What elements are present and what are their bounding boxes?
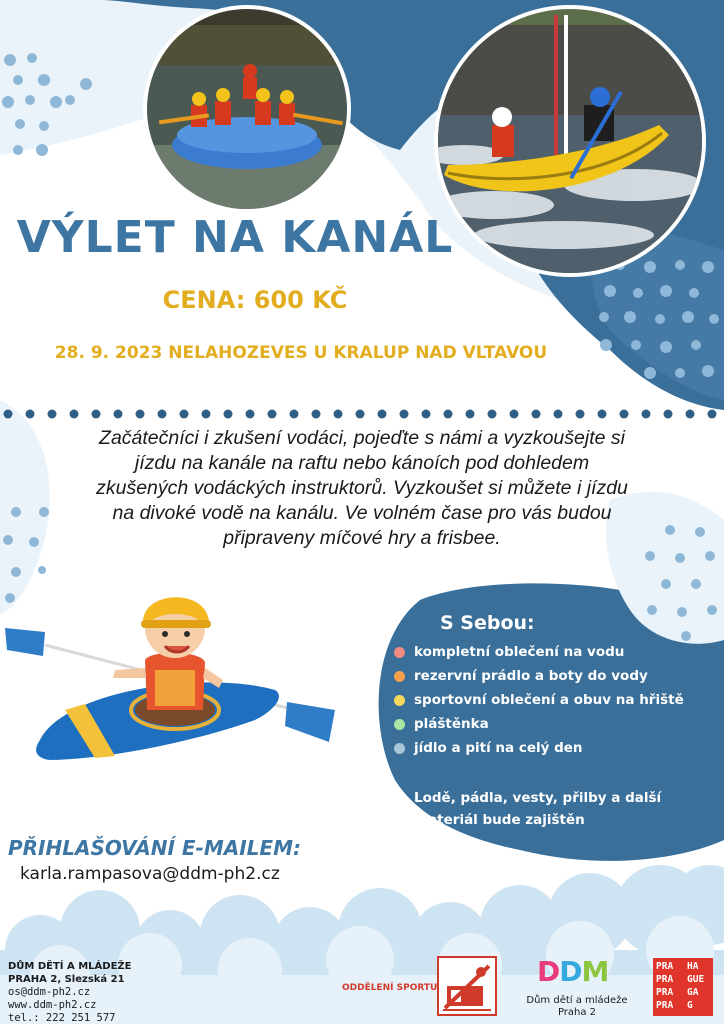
footer-contact [8,960,132,1025]
description-line: jízdu na kanále na raftu nebo kánoích pod dohledem [134,452,590,474]
list-item [390,664,684,688]
org-address: PRAHA 2, Slezská 21 [8,974,125,985]
registration-heading: PŘIHLAŠOVÁNÍ E-MAILEM: [8,836,301,860]
bullet-dot [394,719,405,730]
list-item [390,712,684,736]
bullet-dot [394,695,405,706]
provided-line: materiál bude zajištěn [414,812,585,828]
bullet-dot [394,647,405,658]
registration-email-link[interactable]: karla.rampasova@ddm-ph2.cz [20,864,280,884]
ddm-logo [537,955,608,988]
dotted-divider [0,406,724,422]
list-item [390,736,684,760]
ddm-subtitle [512,995,642,1019]
description-text [62,426,662,551]
price-label: CENA: 600 KČ [162,286,348,314]
list-item-text: sportovní oblečení a obuv na hřiště [414,692,684,708]
dot-pattern-top-left [0,40,100,170]
list-item-text: jídlo a pití na celý den [414,740,583,756]
praha-logo-text: GA [687,987,699,998]
list-item [390,640,684,664]
praha-logo-text: PRA [656,987,674,998]
sebou-title: S Sebou: [440,612,535,634]
provided-line: Lodě, pádla, vesty, přilby a další [414,790,662,806]
bullet-dot [394,671,405,682]
rafting-photo [143,5,351,213]
praha-logo-text: PRA [656,1000,674,1011]
provided-note [414,787,704,831]
sport-department-logo [437,956,497,1016]
list-item [390,688,684,712]
canoe-photo [434,5,706,277]
org-name: DŮM DĚTÍ A MLÁDEŽE [8,961,132,972]
ddm-subtitle-line: Praha 2 [557,1007,597,1018]
list-item-text: kompletní oblečení na vodu [414,644,625,660]
ddm-subtitle-line: Dům dětí a mládeže [526,995,628,1006]
footer-phone: tel.: 222 251 577 [8,1012,116,1024]
footer-web-link[interactable]: www.ddm-ph2.cz [8,999,97,1011]
date-place-label: 28. 9. 2023 NELAHOZEVES U KRALUP NAD VLTAVOU [54,343,548,363]
description-line: připraveny míčové hry a frisbee. [223,527,501,549]
bullet-dot [394,743,405,754]
footer-email-link[interactable]: os@ddm-ph2.cz [8,986,91,998]
department-label: ODDĚLENÍ SPORTU [342,983,438,993]
praha-logo-text: GUE [687,974,705,985]
praha-logo-text: PRA [656,974,674,985]
ddm-logo-text: DDM [537,955,609,988]
description-line: Začátečníci i zkušení vodáci, pojeďte s námi a vyzkoušejte si [99,427,625,449]
description-line: na divoké vodě na kanálu. Ve volném čase pro vás budou [112,502,612,524]
praha-logo-text: G [687,1000,693,1011]
praha-logo-text: HA [687,961,699,972]
list-item-text: rezervní prádlo a boty do vody [414,668,648,684]
sebou-list [390,640,684,760]
praha-logo [653,958,713,1016]
page-title: VÝLET NA KANÁL [16,212,454,263]
kayak-boy-illustration [5,570,345,770]
list-item-text: pláštěnka [414,716,489,732]
description-line: zkušených vodáckých instruktorů. Vyzkoušet si můžete i jízdu [96,477,628,499]
praha-logo-text: PRA [656,961,674,972]
